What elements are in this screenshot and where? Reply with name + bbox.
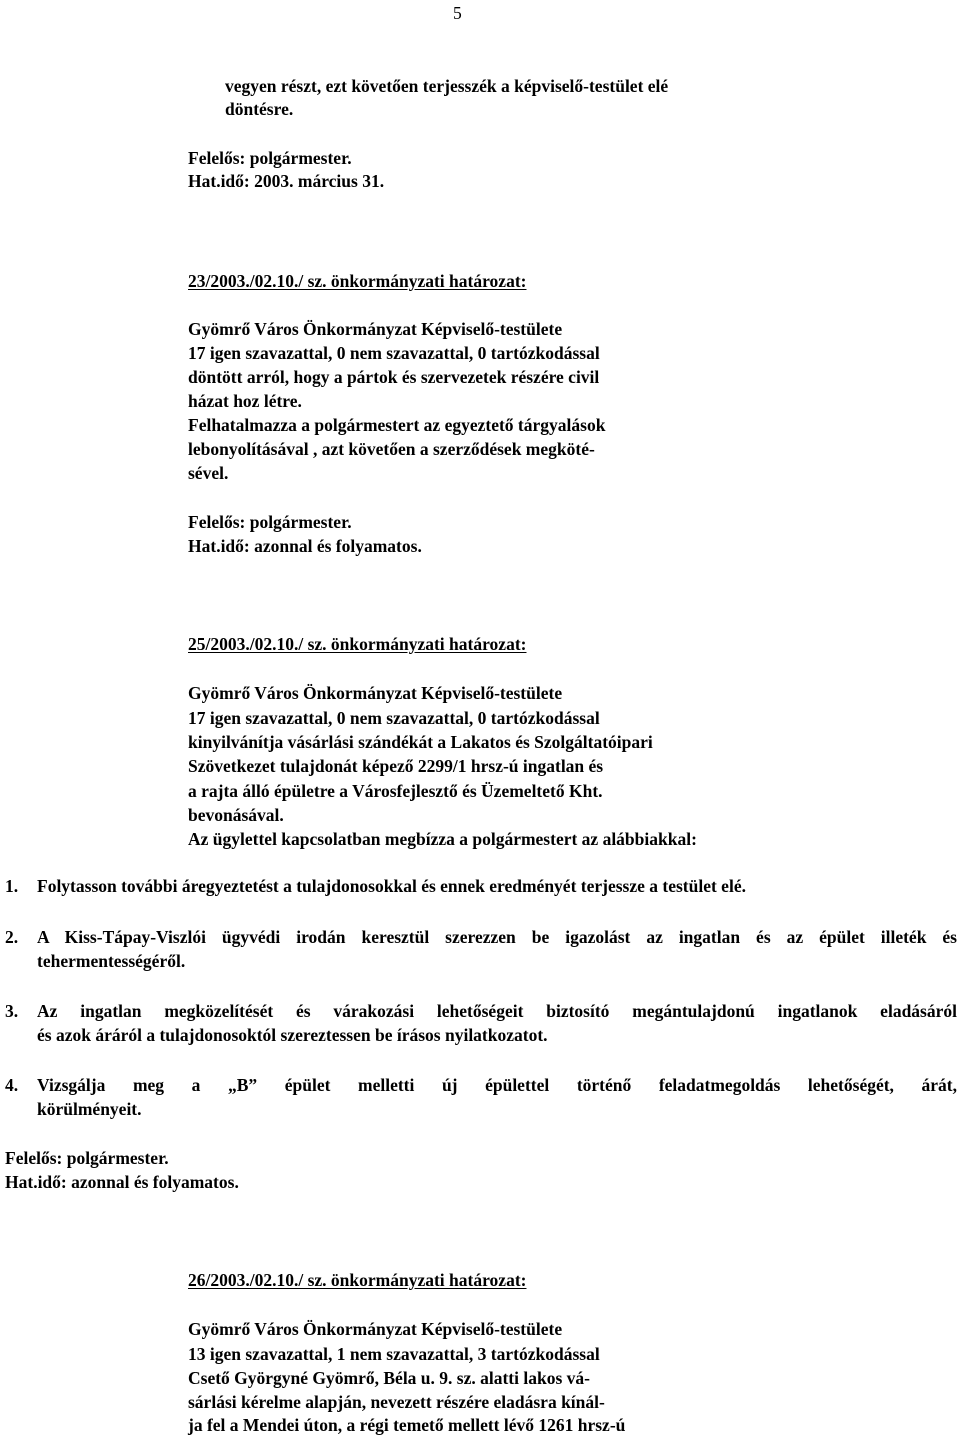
paragraph-line: Csető Györgyné Gyömrő, Béla u. 9. sz. alatti lakos vá- bbox=[188, 1368, 590, 1388]
resolution-body-title: Gyömrő Város Önkormányzat Képviselő-testülete bbox=[188, 319, 563, 339]
list-item-text: Folytasson további áregyeztetést a tulajdonosokkal és ennek eredményét terjessze a testület elé. bbox=[37, 876, 746, 896]
list-item-number: 3. bbox=[5, 1001, 19, 1021]
resolution-heading: 26/2003./02.10./ sz. önkormányzati határozat: bbox=[188, 1270, 527, 1290]
paragraph-line: döntött arról, hogy a pártok és szervezetek részére civil bbox=[188, 367, 600, 387]
paragraph-line: házat hoz létre. bbox=[188, 391, 302, 411]
list-item-text: körülményeit. bbox=[37, 1099, 142, 1119]
resolution-heading: 23/2003./02.10./ sz. önkormányzati határozat: bbox=[188, 271, 527, 291]
vote-line: 17 igen szavazattal, 0 nem szavazattal, 0 tartózkodással bbox=[188, 708, 600, 728]
paragraph-line: sével. bbox=[188, 463, 229, 483]
page-number: 5 bbox=[453, 3, 462, 23]
paragraph-line: lebonyolításával , azt követően a szerződések megköté- bbox=[188, 439, 595, 459]
paragraph-line: kinyilvánítja vásárlási szándékát a Lakatos és Szolgáltatóipari bbox=[188, 732, 653, 752]
paragraph-line: vegyen részt, ezt követően terjesszék a képviselő-testület elé bbox=[225, 76, 669, 96]
deadline-line: Hat.idő: 2003. március 31. bbox=[188, 171, 385, 191]
resolution-body-title: Gyömrő Város Önkormányzat Képviselő-testülete bbox=[188, 683, 563, 703]
vote-line: 17 igen szavazattal, 0 nem szavazattal, 0 tartózkodással bbox=[188, 343, 600, 363]
deadline-line: Hat.idő: azonnal és folyamatos. bbox=[188, 536, 422, 556]
list-item-text: A Kiss-Tápay-Viszlói ügyvédi irodán keresztül szerezzen be igazolást az ingatlan és az épület illeték és bbox=[37, 927, 957, 947]
paragraph-line: Felhatalmazza a polgármestert az egyeztető tárgyalások bbox=[188, 415, 606, 435]
list-item-text: tehermentességéről. bbox=[37, 951, 186, 971]
responsible-line: Felelős: polgármester. bbox=[188, 148, 352, 168]
paragraph-line: Az ügylettel kapcsolatban megbízza a polgármestert az alábbiakkal: bbox=[188, 829, 697, 849]
responsible-line: Felelős: polgármester. bbox=[5, 1148, 169, 1168]
deadline-line: Hat.idő: azonnal és folyamatos. bbox=[5, 1172, 239, 1192]
paragraph-line: ja fel a Mendei úton, a régi temető mellett lévő 1261 hrsz-ú bbox=[188, 1415, 626, 1435]
resolution-body-title: Gyömrő Város Önkormányzat Képviselő-testülete bbox=[188, 1319, 563, 1339]
paragraph-line: bevonásával. bbox=[188, 805, 284, 825]
paragraph-line: döntésre. bbox=[225, 99, 294, 119]
vote-line: 13 igen szavazattal, 1 nem szavazattal, 3 tartózkodással bbox=[188, 1344, 600, 1364]
resolution-heading: 25/2003./02.10./ sz. önkormányzati határozat: bbox=[188, 634, 527, 654]
paragraph-line: sárlási kérelme alapján, nevezett részére eladásra kínál- bbox=[188, 1392, 605, 1412]
paragraph-line: Szövetkezet tulajdonát képező 2299/1 hrsz-ú ingatlan és bbox=[188, 756, 604, 776]
list-item-text: és azok áráról a tulajdonosoktól szereztessen be írásos nyilatkozatot. bbox=[37, 1025, 548, 1045]
list-item-number: 1. bbox=[5, 876, 19, 896]
list-item-text: Vizsgálja meg a „B” épület melletti új épülettel történő feladatmegoldás lehetőségét, árát, bbox=[37, 1075, 957, 1095]
list-item-number: 4. bbox=[5, 1075, 19, 1095]
list-item-number: 2. bbox=[5, 927, 19, 947]
list-item-text: Az ingatlan megközelítését és várakozási lehetőségeit biztosító megántulajdonú ingatlanok eladásáról bbox=[37, 1001, 957, 1021]
responsible-line: Felelős: polgármester. bbox=[188, 512, 352, 532]
paragraph-line: a rajta álló épületre a Városfejlesztő és Üzemeltető Kht. bbox=[188, 781, 603, 801]
